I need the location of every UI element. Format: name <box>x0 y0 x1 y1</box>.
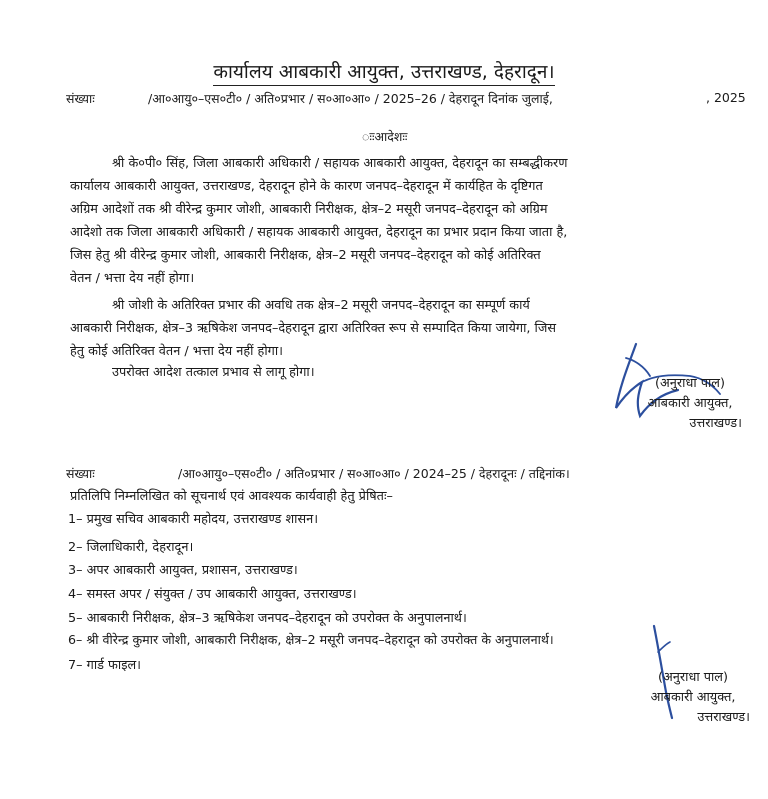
signature-block-2 <box>628 668 758 728</box>
order-para-2-line: श्री जोशी के अतिरिक्त प्रभार की अवधि तक क्षेत्र–2 मसूरी जनपद–देहरादून का सम्पूर्ण कार्य <box>112 298 530 313</box>
reference-number-2: /आ०आयु०–एस०टी० / अति०प्रभार / स०आ०आ० / 2024–25 / देहरादूनः / तद्दिनांक। <box>178 466 570 481</box>
copy-list-item: 7– गार्ड फाइल। <box>68 658 142 673</box>
order-para-1-line: अग्रिम आदेशों तक श्री वीरेन्द्र कुमार जोशी, आबकारी निरीक्षक, क्षेत्र–2 मसूरी जनपद–देहरादून को अग्रिम <box>70 202 548 217</box>
reference-number-1: /आ०आयु०–एस०टी० / अति०प्रभार / स०आ०आ० / 2025–26 / देहरादून दिनांक जुलाई, <box>148 91 553 106</box>
order-para-1-line: आदेशो तक जिला आबकारी अधिकारी / सहायक आबकारी आयुक्त, देहरादून का प्रभार प्रदान किया जाता है, <box>70 225 568 240</box>
reference-year-1: , 2025 <box>706 90 746 105</box>
signatory-state-1: उत्तराखण्ड। <box>689 416 742 431</box>
reference-line-1 <box>66 90 746 107</box>
copy-list-item: 1– प्रमुख सचिव आबकारी महोदय, उत्तराखण्ड शासन। <box>68 512 319 527</box>
reference-label-2: संख्याः <box>66 466 95 481</box>
reference-label-1: संख्याः <box>66 91 95 106</box>
office-title-text: कार्यालय आबकारी आयुक्त, उत्तराखण्ड, देहरादून। <box>213 61 554 86</box>
copy-list-item: 5– आबकारी निरीक्षक, क्षेत्र–3 ऋषिकेश जनपद–देहरादून को उपरोक्त के अनुपालनार्थ। <box>68 611 467 626</box>
office-title <box>0 58 768 84</box>
order-para-1-line: जिस हेतु श्री वीरेन्द्र कुमार जोशी, आबकारी निरीक्षक, क्षेत्र–2 मसूरी जनपद–देहरादून को कोई अतिरिक्त <box>70 248 541 263</box>
signatory-name-1: (अनुराधा पाल) <box>655 376 725 391</box>
copy-list-item: 6– श्री वीरेन्द्र कुमार जोशी, आबकारी निरीक्षक, क्षेत्र–2 मसूरी जनपद–देहरादून को उपरोक्त के अनुपालनार्थ। <box>68 632 554 647</box>
order-para-1-line: वेतन / भत्ता देय नहीं होगा। <box>70 271 195 286</box>
copy-intro: प्रतिलिपि निम्नलिखित को सूचनार्थ एवं आवश्यक कार्यवाही हेतु प्रेषितः– <box>70 489 393 504</box>
order-para-3-line: उपरोक्त आदेश तत्काल प्रभाव से लागू होगा। <box>112 365 315 380</box>
reference-line-2 <box>66 465 746 482</box>
order-heading: ःःआदेशःः <box>362 129 408 144</box>
copy-list-item: 2– जिलाधिकारी, देहरादून। <box>68 540 194 555</box>
signature-block-1 <box>630 374 750 434</box>
order-para-2-line: हेतु कोई अतिरिक्त वेतन / भत्ता देय नहीं होगा। <box>70 344 284 359</box>
signatory-name-2: (अनुराधा पाल) <box>658 670 728 685</box>
copy-list-item: 3– अपर आबकारी आयुक्त, प्रशासन, उत्तराखण्ड। <box>68 563 298 578</box>
order-para-1-line: कार्यालय आबकारी आयुक्त, उत्तराखण्ड, देहरादून होने के कारण जनपद–देहरादून में कार्यहित के दृष्टिगत <box>70 179 543 194</box>
order-para-1-line: श्री के०पी० सिंह, जिला आबकारी अधिकारी / सहायक आबकारी आयुक्त, देहरादून का सम्बद्धीकरण <box>112 156 568 171</box>
order-para-2-line: आबकारी निरीक्षक, क्षेत्र–3 ऋषिकेश जनपद–देहरादून द्वारा अतिरिक्त रूप से सम्पादित किया जायेगा, जिस <box>70 321 557 336</box>
signatory-state-2: उत्तराखण्ड। <box>697 710 750 725</box>
signatory-designation-1: आबकारी आयुक्त, <box>647 396 733 411</box>
signatory-designation-2: आबकारी आयुक्त, <box>650 690 736 705</box>
copy-list-item: 4– समस्त अपर / संयुक्त / उप आबकारी आयुक्त, उत्तराखण्ड। <box>68 587 357 602</box>
